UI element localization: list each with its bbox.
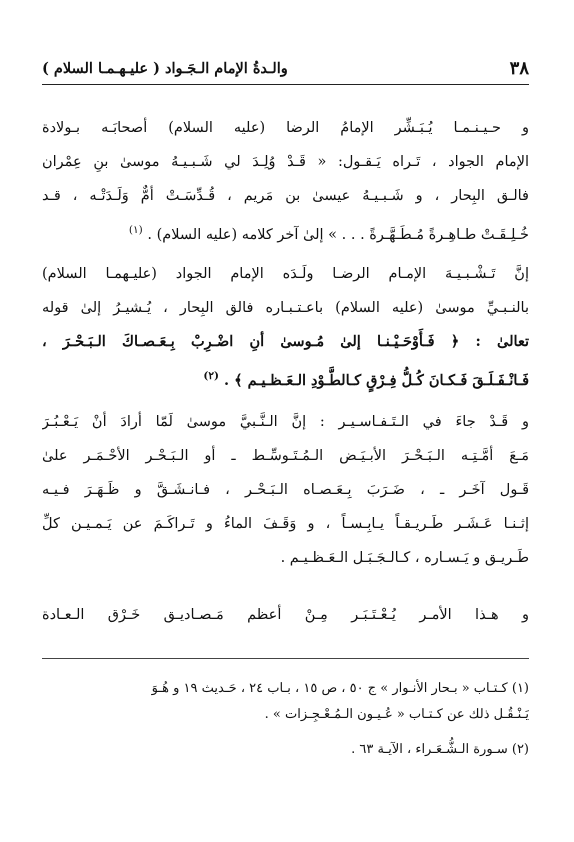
paragraph-tafsir xyxy=(42,405,529,575)
text-line: قَـول آخَـر ـ ، ضَـرَبَ بِـعَـصـاه الـبَـحْـر ، فـانـشَـقَّ و ظَـهَـرَ فـيـه xyxy=(42,482,529,498)
paragraph-moses-comparison xyxy=(42,257,529,393)
page-number: ٣٨ xyxy=(509,58,529,79)
running-head: والـدةُ الإمام الـجَـواد ( عليـهـمـا السلام ) xyxy=(42,60,288,77)
text-line: و قَـدْ جاءَ في الـتَـفـاسـيـر : إنَّ الـنَّـبيَّ موسىٰ لَمّا أرادَ أنْ يَـعْـبُـرَ xyxy=(42,414,529,430)
paragraph-miracle xyxy=(42,598,529,632)
text-line-content: فَـانْـفَـلَـقَ فَـكـانَ كُـلُّ فِـرْقٍ كـالطَّـوْدِ الـعَـظـيـم ﴾ . xyxy=(224,371,529,389)
text-line: فالـق البِحار ، و شَـبـيـهُ عيسىٰ بن مَريم ، قُـدِّسَـتْ أمٌّ وَلَـدَتْـه ، قـد xyxy=(42,188,529,204)
header-rule xyxy=(42,84,529,85)
text-line: بالنـبـيِّ موسىٰ (عليه السلام) باعـتـبـاره فالق البِحار ، يُـشيـرُ إلىٰ قوله xyxy=(42,300,529,316)
footnote-ref-2: (٢) xyxy=(203,370,219,382)
text-line: و حـيـنـمـا يُـبَـشِّر الإمامُ الرضا (عليه السلام) أصحابَـه بـولادة xyxy=(42,120,529,136)
page-header xyxy=(42,56,529,84)
footnote-line: (١) كـتـاب « بـحار الأنـوار » ج ٥٠ ، ص ١٥ ، بـاب ٢٤ ، حَـديث ١٩ و هُـوَ xyxy=(151,681,529,696)
text-line xyxy=(42,213,529,247)
footnote-ref-1: (١) xyxy=(128,224,143,236)
footnote-2 xyxy=(42,737,529,763)
text-line: تعالىٰ : ﴿ فَـأَوْحَـيْـنـا إلىٰ مُـوسىٰ أنِ اضْـرِبْ بِـعَـصـاكَ الـبَـحْـرَ ، xyxy=(42,333,529,350)
text-line: الإمام الجواد ، تَـراه يَـقـول: « قَـدْ وُلِـدَ لي شَـبـيـهُ موسىٰ بنِ عِمْران xyxy=(42,154,529,170)
text-line: و هـذا الأمـر يُـعْـتَـبَـر مِـنْ أعظم مَـصـاديـق خَـرْق الـعـادة xyxy=(42,607,529,623)
footnote-line: (٢) سـورة الـشُّـعَـراء ، الآيـة ٦٣ . xyxy=(351,742,529,757)
text-line: مَـعَ أمَّـتِـه الـبَـحْـرَ الأبـيَـض الـمُـتَـوسِّـط ـ أو الـبَـحْـر الأحْـمَـر علىٰ xyxy=(42,448,529,464)
text-line xyxy=(42,359,529,393)
text-line: إثـنـا عَـشَـر طَـريـقـاً يـابِـسـاً ، و وَقَـفَ الماءُ و تَـراكَـمَ عن يَـمـيـن كلِّ xyxy=(42,516,529,532)
footnote-line: يَـنْـقُـل ذلك عن كـتـاب « عُـيـون الـمُـعْـجِـزات » . xyxy=(264,707,529,722)
footnote-separator xyxy=(42,658,529,659)
text-line-content: خُـلِـقَـتْ طـاهِـرةً مُـطَـهَّـرةً . . . » إلىٰ آخر كلامه (عليه السلام) . xyxy=(147,226,529,243)
text-line: طَـريـق و يَـسـاره ، كـالـجَـبَـل الـعَـظـيـم . xyxy=(280,550,529,566)
text-line: إنَّ تَـشْـبـيـهَ الإمـام الرضـا ولَـدَه الإمام الجواد (عليـهمـا السلام) xyxy=(42,266,529,282)
footnote-1 xyxy=(42,676,529,728)
paragraph-birth-announcement xyxy=(42,111,529,247)
